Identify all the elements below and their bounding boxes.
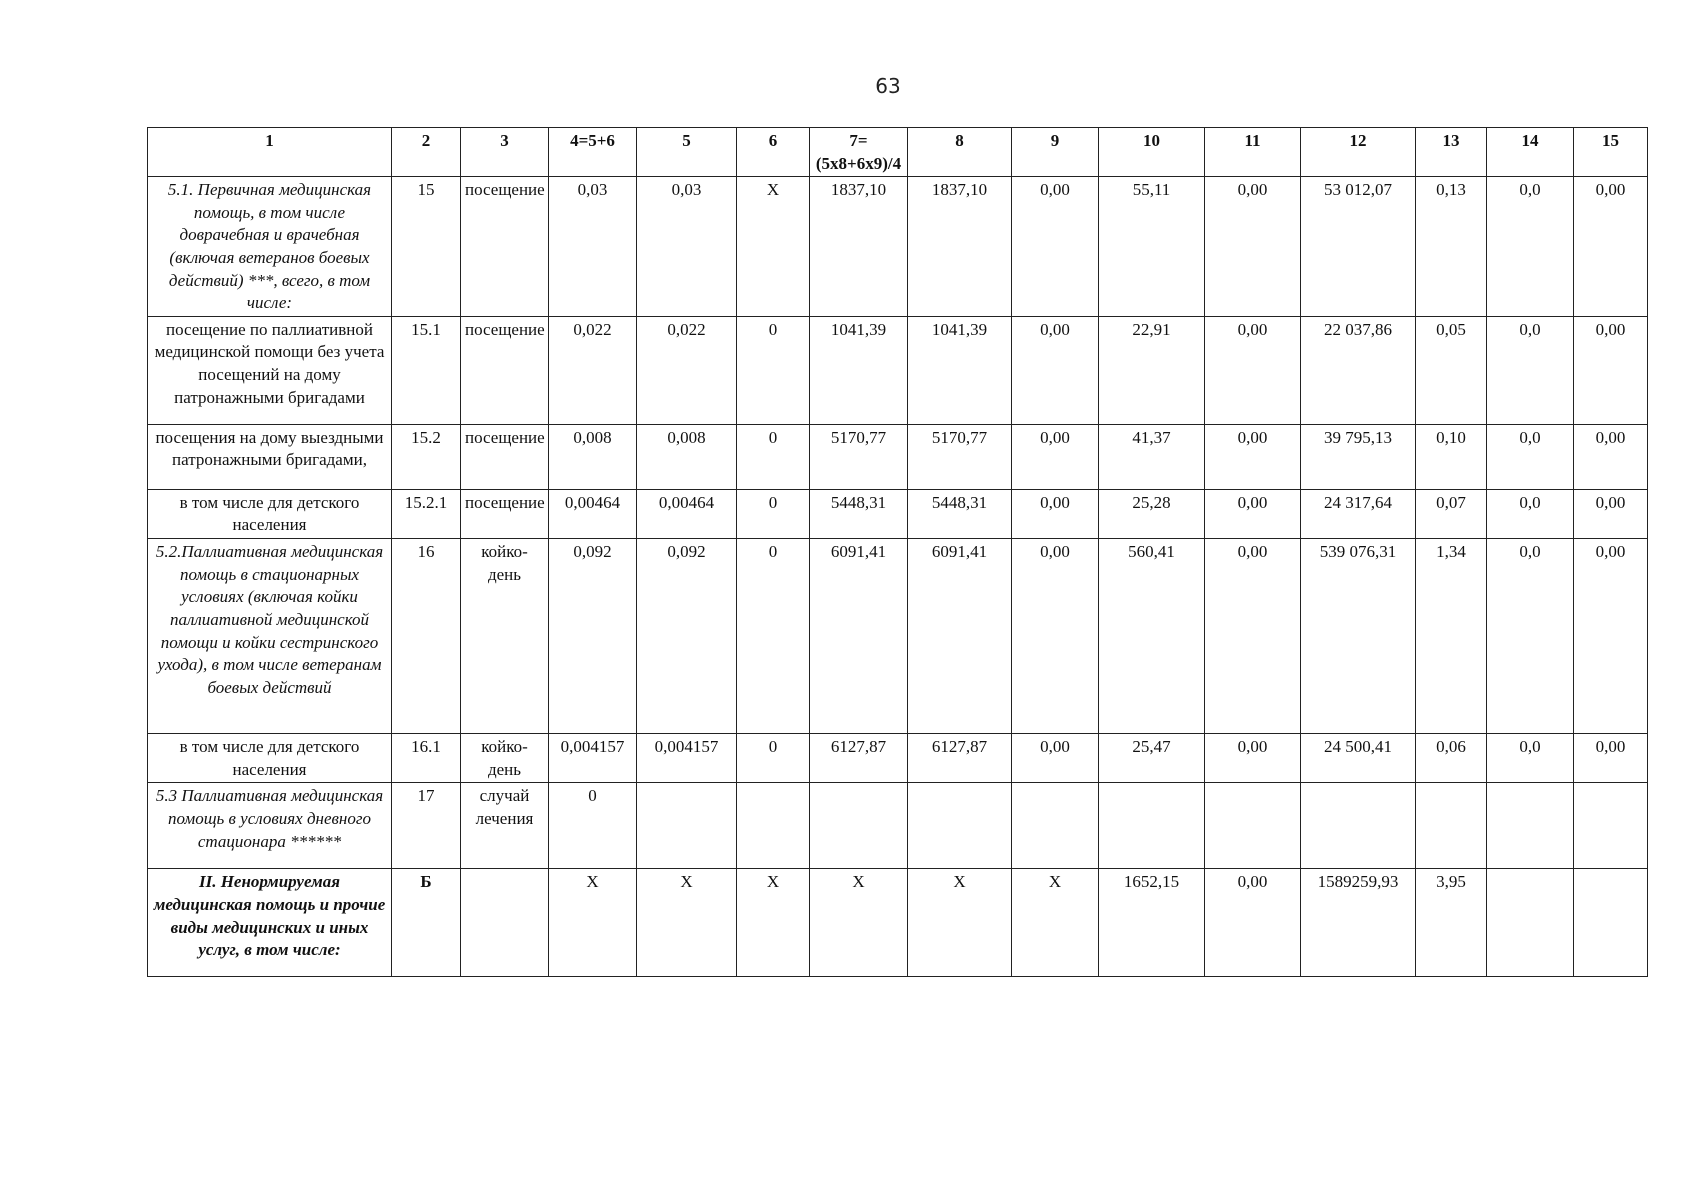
col-header-7: 7=(5х8+6х9)/4	[810, 128, 908, 177]
table-cell-col-9: 0,00	[1012, 424, 1099, 489]
table-cell-col-9: 0,00	[1012, 177, 1099, 317]
table-cell-col-12: 539 076,31	[1301, 539, 1416, 734]
table-row	[148, 177, 1648, 317]
table-cell-col-4: 0	[549, 783, 637, 869]
table-cell-col-6	[737, 783, 810, 869]
table-cell-col-2: 16.1	[392, 734, 461, 783]
table-cell-col-11	[1205, 783, 1301, 869]
table-cell-col-7: 5448,31	[810, 489, 908, 538]
table-cell-col-8: 5170,77	[908, 424, 1012, 489]
row-name-cell: II. Ненормируемая медицинская помощь и прочие виды медицинских и иных услуг, в том числе:	[148, 869, 392, 977]
row-name-cell: посещение по паллиативной медицинской помощи без учета посещений на дому патронажными бригадами	[148, 316, 392, 424]
table-cell-col-7: 6091,41	[810, 539, 908, 734]
table-cell-col-2: 15.2	[392, 424, 461, 489]
table-cell-col-5: 0,092	[637, 539, 737, 734]
table-cell-col-13: 0,06	[1416, 734, 1487, 783]
table-body	[148, 177, 1648, 977]
col-header-13: 13	[1416, 128, 1487, 177]
table-cell-col-15: 0,00	[1574, 489, 1648, 538]
table-cell-col-11: 0,00	[1205, 177, 1301, 317]
table-cell-col-9: 0,00	[1012, 734, 1099, 783]
col-header-9: 9	[1012, 128, 1099, 177]
table-cell-col-3: посещение	[461, 177, 549, 317]
table-cell-col-13: 0,07	[1416, 489, 1487, 538]
table-cell-col-4: 0,092	[549, 539, 637, 734]
table-cell-col-6: Х	[737, 869, 810, 977]
row-name-cell: 5.3 Паллиативная медицинская помощь в условиях дневного стационара ******	[148, 783, 392, 869]
table-cell-col-12: 1589259,93	[1301, 869, 1416, 977]
col-header-12: 12	[1301, 128, 1416, 177]
table-cell-col-10	[1099, 783, 1205, 869]
table-cell-col-12: 39 795,13	[1301, 424, 1416, 489]
table-cell-col-14	[1487, 783, 1574, 869]
table-cell-col-4: 0,022	[549, 316, 637, 424]
table-cell-col-3: посещение	[461, 424, 549, 489]
table-cell-col-10: 560,41	[1099, 539, 1205, 734]
table-cell-col-8: 6127,87	[908, 734, 1012, 783]
table-cell-col-10: 1652,15	[1099, 869, 1205, 977]
table-cell-col-9: 0,00	[1012, 316, 1099, 424]
table-cell-col-3	[461, 869, 549, 977]
table-cell-col-3: посещение	[461, 489, 549, 538]
table-cell-col-7: Х	[810, 869, 908, 977]
table-cell-col-15: 0,00	[1574, 734, 1648, 783]
table-cell-col-6: Х	[737, 177, 810, 317]
table-cell-col-8: 5448,31	[908, 489, 1012, 538]
table-row	[148, 869, 1648, 977]
table-cell-col-14: 0,0	[1487, 489, 1574, 538]
table-cell-col-7: 6127,87	[810, 734, 908, 783]
table-row	[148, 316, 1648, 424]
col-header-4: 4=5+6	[549, 128, 637, 177]
table-cell-col-12: 22 037,86	[1301, 316, 1416, 424]
table-cell-col-9: Х	[1012, 869, 1099, 977]
table-cell-col-13: 1,34	[1416, 539, 1487, 734]
col-header-2: 2	[392, 128, 461, 177]
col-header-1: 1	[148, 128, 392, 177]
table-cell-col-6: 0	[737, 489, 810, 538]
table-cell-col-12	[1301, 783, 1416, 869]
table-cell-col-13: 0,10	[1416, 424, 1487, 489]
table-cell-col-3: койко-день	[461, 734, 549, 783]
table-cell-col-2: 17	[392, 783, 461, 869]
table-cell-col-7	[810, 783, 908, 869]
table-cell-col-11: 0,00	[1205, 869, 1301, 977]
table-cell-col-5: 0,004157	[637, 734, 737, 783]
table-cell-col-9: 0,00	[1012, 489, 1099, 538]
table-cell-col-6: 0	[737, 539, 810, 734]
table-cell-col-8	[908, 783, 1012, 869]
table-cell-col-15: 0,00	[1574, 424, 1648, 489]
table-cell-col-15: 0,00	[1574, 177, 1648, 317]
table-cell-col-3: койко-день	[461, 539, 549, 734]
table-cell-col-5: 0,03	[637, 177, 737, 317]
table-cell-col-8: 1041,39	[908, 316, 1012, 424]
row-name-cell: в том числе для детского населения	[148, 489, 392, 538]
table-cell-col-13: 0,05	[1416, 316, 1487, 424]
table-cell-col-11: 0,00	[1205, 539, 1301, 734]
table-cell-col-6: 0	[737, 424, 810, 489]
table-row	[148, 783, 1648, 869]
col-header-14: 14	[1487, 128, 1574, 177]
table-cell-col-13: 0,13	[1416, 177, 1487, 317]
col-header-15: 15	[1574, 128, 1648, 177]
table-cell-col-5	[637, 783, 737, 869]
table-cell-col-4: 0,03	[549, 177, 637, 317]
col-header-8: 8	[908, 128, 1012, 177]
table-cell-col-15: 0,00	[1574, 316, 1648, 424]
table-row	[148, 489, 1648, 538]
table-cell-col-2: 15	[392, 177, 461, 317]
table-cell-col-9: 0,00	[1012, 539, 1099, 734]
table-cell-col-13	[1416, 783, 1487, 869]
table-row	[148, 734, 1648, 783]
row-name-cell: 5.2.Паллиативная медицинская помощь в стационарных условиях (включая койки паллиативной медицинской помощи и койки сестринского ухода), в том числе ветеранам боевых действий	[148, 539, 392, 734]
table-cell-col-10: 55,11	[1099, 177, 1205, 317]
table-cell-col-7: 1837,10	[810, 177, 908, 317]
tariff-table	[147, 127, 1648, 977]
table-cell-col-15: 0,00	[1574, 539, 1648, 734]
table-cell-col-6: 0	[737, 316, 810, 424]
row-name-cell: 5.1. Первичная медицинская помощь, в том числе доврачебная и врачебная (включая ветеранов боевых действий) ***, всего, в том числе:	[148, 177, 392, 317]
table-cell-col-12: 24 500,41	[1301, 734, 1416, 783]
table-cell-col-11: 0,00	[1205, 489, 1301, 538]
table-cell-col-5: 0,022	[637, 316, 737, 424]
row-name-cell: посещения на дому выездными патронажными бригадами,	[148, 424, 392, 489]
col-header-11: 11	[1205, 128, 1301, 177]
table-cell-col-2: 15.1	[392, 316, 461, 424]
table-cell-col-14: 0,0	[1487, 177, 1574, 317]
table-cell-col-5: 0,008	[637, 424, 737, 489]
col-header-6: 6	[737, 128, 810, 177]
table-cell-col-10: 41,37	[1099, 424, 1205, 489]
table-cell-col-5: 0,00464	[637, 489, 737, 538]
table-cell-col-15	[1574, 869, 1648, 977]
table-cell-col-10: 25,47	[1099, 734, 1205, 783]
header-row	[148, 128, 1648, 177]
table-cell-col-5: Х	[637, 869, 737, 977]
table-cell-col-15	[1574, 783, 1648, 869]
table-cell-col-14: 0,0	[1487, 734, 1574, 783]
table-cell-col-9	[1012, 783, 1099, 869]
table-cell-col-7: 1041,39	[810, 316, 908, 424]
table-cell-col-3: посещение	[461, 316, 549, 424]
col-header-5: 5	[637, 128, 737, 177]
table-cell-col-4: 0,004157	[549, 734, 637, 783]
table-cell-col-4: 0,00464	[549, 489, 637, 538]
table-cell-col-11: 0,00	[1205, 734, 1301, 783]
table-row	[148, 424, 1648, 489]
table-cell-col-8: 6091,41	[908, 539, 1012, 734]
col-header-10: 10	[1099, 128, 1205, 177]
table-cell-col-7: 5170,77	[810, 424, 908, 489]
page-number: 63	[875, 74, 901, 98]
table-cell-col-12: 53 012,07	[1301, 177, 1416, 317]
table-cell-col-14: 0,0	[1487, 424, 1574, 489]
table-cell-col-2: Б	[392, 869, 461, 977]
table-cell-col-8: Х	[908, 869, 1012, 977]
table-cell-col-3: случай лечения	[461, 783, 549, 869]
table-cell-col-14: 0,0	[1487, 316, 1574, 424]
table-row	[148, 539, 1648, 734]
table-cell-col-8: 1837,10	[908, 177, 1012, 317]
table-cell-col-4: 0,008	[549, 424, 637, 489]
table-cell-col-4: Х	[549, 869, 637, 977]
table-cell-col-2: 16	[392, 539, 461, 734]
table-cell-col-6: 0	[737, 734, 810, 783]
table-cell-col-14: 0,0	[1487, 539, 1574, 734]
table-cell-col-11: 0,00	[1205, 316, 1301, 424]
table-cell-col-13: 3,95	[1416, 869, 1487, 977]
table-cell-col-2: 15.2.1	[392, 489, 461, 538]
table-cell-col-10: 22,91	[1099, 316, 1205, 424]
col-header-3: 3	[461, 128, 549, 177]
table-cell-col-11: 0,00	[1205, 424, 1301, 489]
table-cell-col-14	[1487, 869, 1574, 977]
row-name-cell: в том числе для детского населения	[148, 734, 392, 783]
table-cell-col-12: 24 317,64	[1301, 489, 1416, 538]
table-cell-col-10: 25,28	[1099, 489, 1205, 538]
